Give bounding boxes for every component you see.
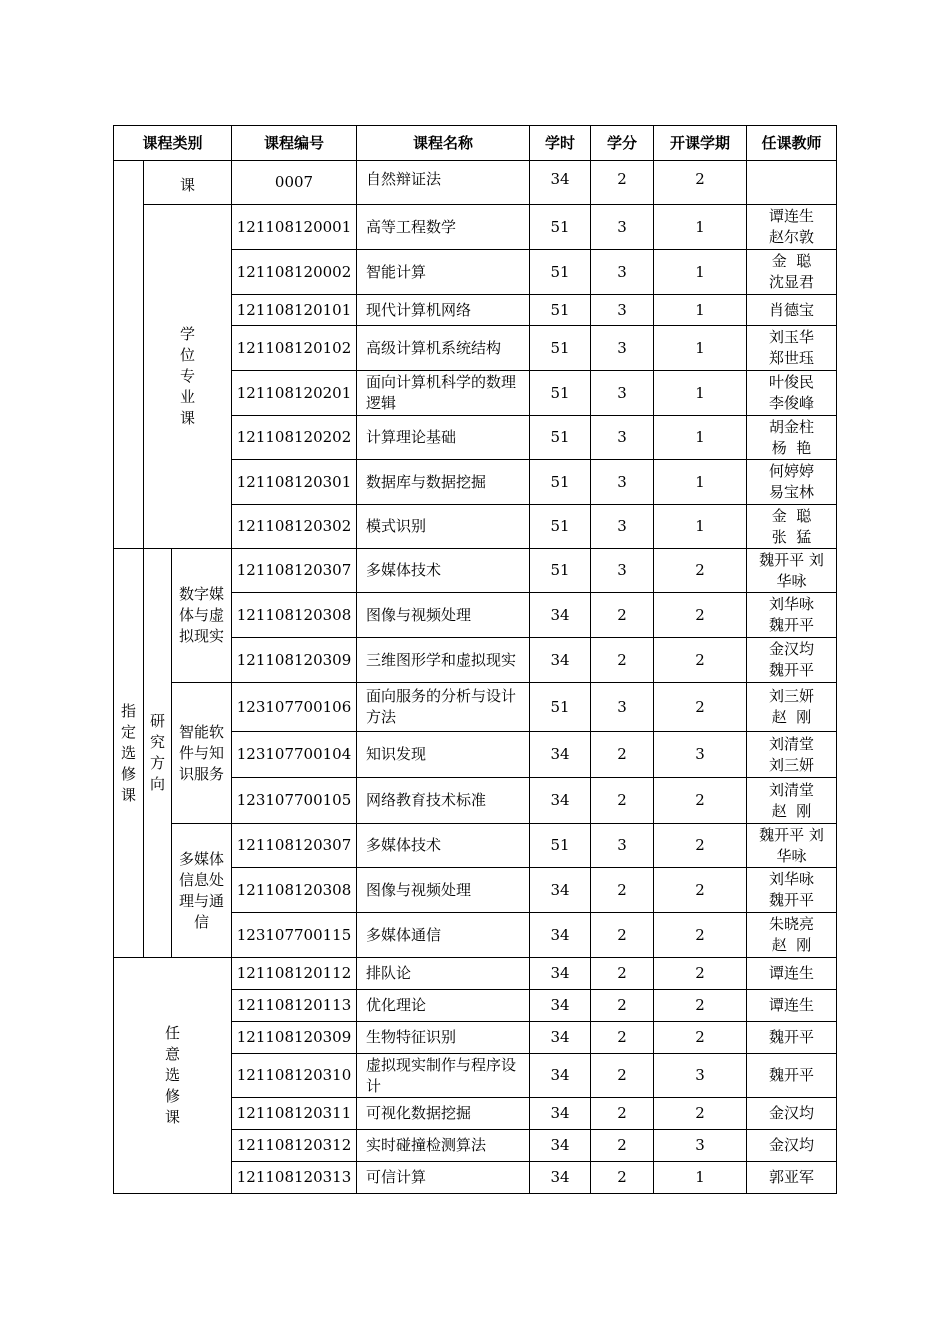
course-name: 三维图形学和虚拟现实 <box>357 638 530 683</box>
course-name: 高等工程数学 <box>357 205 530 250</box>
course-code: 121108120202 <box>232 416 357 460</box>
course-hours: 51 <box>530 460 591 505</box>
group-outer-top <box>114 161 144 549</box>
course-hours: 34 <box>530 161 591 205</box>
course-semester: 1 <box>654 505 747 549</box>
course-credits: 2 <box>591 1054 654 1098</box>
course-teacher: 刘华咏 魏开平 <box>747 593 837 638</box>
course-teacher: 刘清堂 赵 刚 <box>747 778 837 824</box>
course-name: 面向服务的分析与设计方法 <box>357 683 530 732</box>
course-hours: 34 <box>530 868 591 913</box>
course-credits: 3 <box>591 460 654 505</box>
course-teacher: 金 聪 张 猛 <box>747 505 837 549</box>
course-teacher: 胡金柱 杨 艳 <box>747 416 837 460</box>
course-teacher: 叶俊民 李俊峰 <box>747 371 837 416</box>
course-code: 121108120002 <box>232 250 357 295</box>
group-research-direction: 研 究 方 向 <box>144 549 172 958</box>
course-semester: 3 <box>654 1054 747 1098</box>
course-code: 121108120311 <box>232 1098 357 1130</box>
course-credits: 3 <box>591 295 654 326</box>
table-row <box>114 683 837 732</box>
course-credits: 3 <box>591 416 654 460</box>
course-semester: 2 <box>654 161 747 205</box>
course-teacher: 刘三妍 赵 刚 <box>747 683 837 732</box>
course-credits: 3 <box>591 683 654 732</box>
course-code: 121108120307 <box>232 824 357 868</box>
course-name: 多媒体技术 <box>357 824 530 868</box>
course-hours: 51 <box>530 295 591 326</box>
direction-multimedia-info: 多媒体 信息处 理与通 信 <box>172 824 232 958</box>
course-hours: 34 <box>530 1130 591 1162</box>
direction-intelligent-software: 智能软 件与知 识服务 <box>172 683 232 824</box>
course-hours: 51 <box>530 549 591 593</box>
header-semester: 开课学期 <box>654 126 747 161</box>
course-hours: 34 <box>530 1022 591 1054</box>
course-semester: 2 <box>654 778 747 824</box>
course-credits: 3 <box>591 505 654 549</box>
course-semester: 2 <box>654 868 747 913</box>
course-code: 121108120313 <box>232 1162 357 1194</box>
course-name: 数据库与数据挖掘 <box>357 460 530 505</box>
course-teacher: 魏开平 刘 华咏 <box>747 549 837 593</box>
course-hours: 34 <box>530 778 591 824</box>
course-semester: 2 <box>654 958 747 990</box>
course-semester: 1 <box>654 250 747 295</box>
course-hours: 34 <box>530 913 591 958</box>
course-name: 排队论 <box>357 958 530 990</box>
course-teacher: 魏开平 <box>747 1022 837 1054</box>
course-teacher: 肖德宝 <box>747 295 837 326</box>
course-semester: 2 <box>654 549 747 593</box>
course-credits: 2 <box>591 958 654 990</box>
table-row <box>114 824 837 868</box>
course-hours: 34 <box>530 958 591 990</box>
header-name: 课程名称 <box>357 126 530 161</box>
group-free-elective: 任 意 选 修 课 <box>114 958 232 1194</box>
course-code: 0007 <box>232 161 357 205</box>
course-teacher: 谭连生 <box>747 958 837 990</box>
course-code: 121108120308 <box>232 593 357 638</box>
course-credits: 2 <box>591 913 654 958</box>
course-semester: 1 <box>654 371 747 416</box>
group-top-sub: 课 <box>144 161 232 205</box>
course-credits: 2 <box>591 990 654 1022</box>
course-hours: 51 <box>530 824 591 868</box>
course-name: 图像与视频处理 <box>357 868 530 913</box>
course-teacher: 金汉均 <box>747 1098 837 1130</box>
course-teacher: 郭亚军 <box>747 1162 837 1194</box>
course-code: 121108120307 <box>232 549 357 593</box>
course-code: 121108120102 <box>232 326 357 371</box>
course-code: 121108120113 <box>232 990 357 1022</box>
course-credits: 3 <box>591 549 654 593</box>
course-hours: 51 <box>530 250 591 295</box>
course-code: 121108120101 <box>232 295 357 326</box>
course-name: 网络教育技术标准 <box>357 778 530 824</box>
header-hours: 学时 <box>530 126 591 161</box>
course-teacher: 刘清堂 刘三妍 <box>747 732 837 778</box>
course-code: 123107700105 <box>232 778 357 824</box>
course-credits: 2 <box>591 1022 654 1054</box>
course-name: 知识发现 <box>357 732 530 778</box>
course-name: 图像与视频处理 <box>357 593 530 638</box>
course-name: 面向计算机科学的数理逻辑 <box>357 371 530 416</box>
course-name: 计算理论基础 <box>357 416 530 460</box>
course-semester: 3 <box>654 1130 747 1162</box>
course-semester: 2 <box>654 1098 747 1130</box>
course-name: 模式识别 <box>357 505 530 549</box>
course-code: 121108120001 <box>232 205 357 250</box>
course-hours: 51 <box>530 371 591 416</box>
course-semester: 2 <box>654 1022 747 1054</box>
course-name: 可视化数据挖掘 <box>357 1098 530 1130</box>
table-row <box>114 958 837 990</box>
course-teacher: 刘华咏 魏开平 <box>747 868 837 913</box>
table-row <box>114 205 837 250</box>
course-name: 高级计算机系统结构 <box>357 326 530 371</box>
course-code: 123107700106 <box>232 683 357 732</box>
course-credits: 2 <box>591 1130 654 1162</box>
course-credits: 3 <box>591 371 654 416</box>
course-semester: 1 <box>654 416 747 460</box>
course-name: 实时碰撞检测算法 <box>357 1130 530 1162</box>
course-name: 现代计算机网络 <box>357 295 530 326</box>
course-teacher: 谭连生 赵尔敦 <box>747 205 837 250</box>
course-name: 生物特征识别 <box>357 1022 530 1054</box>
course-name: 多媒体技术 <box>357 549 530 593</box>
course-credits: 3 <box>591 205 654 250</box>
course-name: 虚拟现实制作与程序设计 <box>357 1054 530 1098</box>
course-hours: 51 <box>530 416 591 460</box>
course-code: 121108120308 <box>232 868 357 913</box>
header-row <box>114 126 837 161</box>
course-teacher: 魏开平 <box>747 1054 837 1098</box>
course-semester: 1 <box>654 1162 747 1194</box>
course-hours: 51 <box>530 326 591 371</box>
course-credits: 2 <box>591 778 654 824</box>
course-credits: 2 <box>591 1098 654 1130</box>
course-semester: 2 <box>654 683 747 732</box>
course-name: 智能计算 <box>357 250 530 295</box>
course-teacher: 金汉均 魏开平 <box>747 638 837 683</box>
course-name: 多媒体通信 <box>357 913 530 958</box>
course-hours: 51 <box>530 205 591 250</box>
course-credits: 3 <box>591 326 654 371</box>
course-credits: 2 <box>591 638 654 683</box>
course-code: 121108120201 <box>232 371 357 416</box>
course-name: 自然辩证法 <box>357 161 530 205</box>
course-credits: 2 <box>591 1162 654 1194</box>
course-teacher: 朱晓亮 赵 刚 <box>747 913 837 958</box>
course-hours: 34 <box>530 732 591 778</box>
header-credits: 学分 <box>591 126 654 161</box>
course-code: 123107700115 <box>232 913 357 958</box>
course-teacher: 谭连生 <box>747 990 837 1022</box>
course-semester: 2 <box>654 593 747 638</box>
course-credits: 2 <box>591 161 654 205</box>
direction-digital-media-vr: 数字媒 体与虚 拟现实 <box>172 549 232 683</box>
course-hours: 51 <box>530 683 591 732</box>
course-code: 121108120312 <box>232 1130 357 1162</box>
course-teacher: 金 聪 沈显君 <box>747 250 837 295</box>
course-hours: 34 <box>530 638 591 683</box>
course-credits: 2 <box>591 732 654 778</box>
course-hours: 34 <box>530 990 591 1022</box>
table-row <box>114 161 837 205</box>
course-hours: 51 <box>530 505 591 549</box>
course-name: 优化理论 <box>357 990 530 1022</box>
header-teacher: 任课教师 <box>747 126 837 161</box>
course-hours: 34 <box>530 1098 591 1130</box>
course-teacher: 刘玉华 郑世珏 <box>747 326 837 371</box>
course-teacher: 何婷婷 易宝林 <box>747 460 837 505</box>
course-semester: 2 <box>654 824 747 868</box>
course-teacher: 魏开平 刘 华咏 <box>747 824 837 868</box>
course-credits: 3 <box>591 250 654 295</box>
course-semester: 2 <box>654 990 747 1022</box>
course-credits: 3 <box>591 824 654 868</box>
course-code: 121108120309 <box>232 638 357 683</box>
course-semester: 3 <box>654 732 747 778</box>
course-code: 121108120112 <box>232 958 357 990</box>
course-semester: 1 <box>654 326 747 371</box>
course-semester: 2 <box>654 638 747 683</box>
course-hours: 34 <box>530 593 591 638</box>
course-hours: 34 <box>530 1162 591 1194</box>
course-teacher <box>747 161 837 205</box>
course-code: 121108120310 <box>232 1054 357 1098</box>
course-code: 123107700104 <box>232 732 357 778</box>
course-semester: 2 <box>654 913 747 958</box>
course-credits: 2 <box>591 593 654 638</box>
header-code: 课程编号 <box>232 126 357 161</box>
course-hours: 34 <box>530 1054 591 1098</box>
course-semester: 1 <box>654 460 747 505</box>
course-teacher: 金汉均 <box>747 1130 837 1162</box>
course-semester: 1 <box>654 205 747 250</box>
course-credits: 2 <box>591 868 654 913</box>
course-code: 121108120309 <box>232 1022 357 1054</box>
table-row <box>114 549 837 593</box>
course-semester: 1 <box>654 295 747 326</box>
course-code: 121108120301 <box>232 460 357 505</box>
course-name: 可信计算 <box>357 1162 530 1194</box>
group-degree-major: 学 位 专 业 课 <box>144 205 232 549</box>
header-category: 课程类别 <box>114 126 232 161</box>
group-designated-elective: 指 定 选 修 课 <box>114 549 144 958</box>
course-table <box>113 125 837 1194</box>
course-code: 121108120302 <box>232 505 357 549</box>
